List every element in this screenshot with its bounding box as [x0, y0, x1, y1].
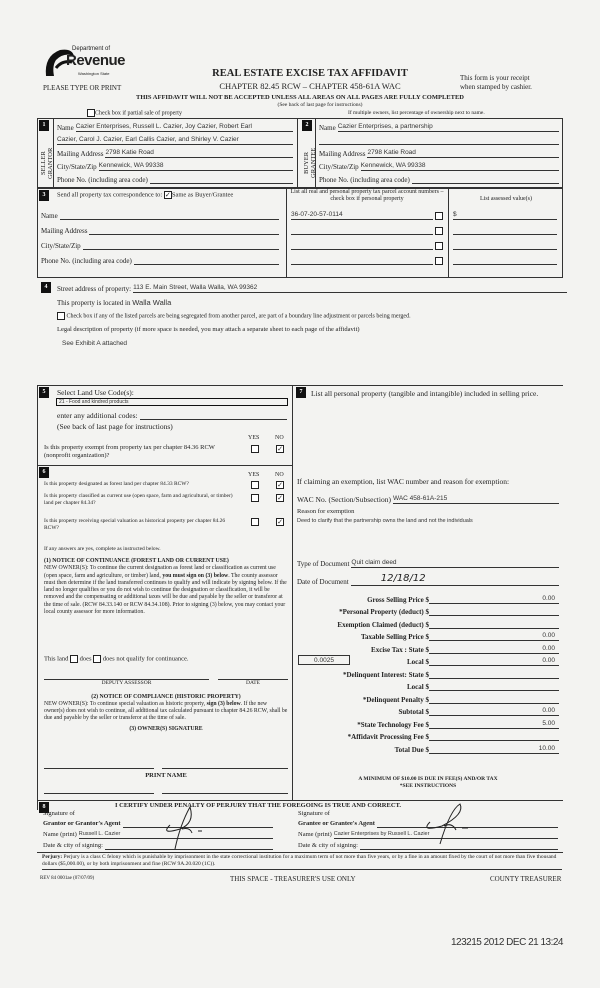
form-warning: THIS AFFIDAVIT WILL NOT BE ACCEPTED UNLESS ALL AREAS ON ALL PAGES ARE FULLY COMPLETED	[136, 94, 464, 101]
amount-label: *Delinquent Interest: State $	[342, 670, 429, 679]
amount-value-field[interactable]: 0.00	[429, 656, 559, 666]
corr-city-field[interactable]	[83, 240, 279, 250]
same-as-buyer-checkbox[interactable]: ✓	[164, 191, 171, 199]
grantee-name-field[interactable]: Cazier Enterprises by Russell L. Cazier	[334, 829, 558, 839]
amount-label: Subtotal $	[398, 708, 429, 716]
owner-signature-line-2[interactable]	[162, 768, 288, 769]
exemption-reason-field[interactable]: Deed to clarify that the partnership owns the land and not the individuals	[297, 518, 473, 524]
see-back-note: (See back of last page for instructions)	[277, 102, 363, 108]
assessed-value-field[interactable]: $	[453, 210, 557, 220]
local-rate-field[interactable]: 0.0025	[298, 655, 350, 665]
dor-logo: Department of Revenue Washington State	[42, 44, 112, 81]
amount-label: *Delinquent Penalty $	[362, 695, 429, 704]
amount-row	[297, 679, 559, 692]
section-3-badge: 3	[39, 190, 49, 201]
print-name-line[interactable]	[44, 793, 154, 794]
amount-value-field[interactable]: 5.00	[429, 719, 559, 729]
amount-row	[297, 591, 559, 604]
amount-row	[297, 741, 559, 754]
legal-description-field[interactable]: See Exhibit A attached	[62, 340, 128, 347]
amount-value-field[interactable]: 0.00	[429, 706, 559, 716]
amount-row	[297, 604, 559, 617]
land-use-select[interactable]: 21 - Food and kindred products	[56, 398, 288, 406]
form-subtitle: CHAPTER 82.45 RCW – CHAPTER 458-61A WAC	[219, 81, 401, 91]
parcel-field[interactable]	[291, 255, 433, 265]
assessed-header: List assessed value(s)	[480, 196, 532, 202]
buyer-name-field[interactable]: Cazier Enterprises, a partnership	[338, 122, 559, 132]
amount-row	[297, 654, 559, 667]
owner-signature-line[interactable]	[44, 768, 154, 769]
amount-value-field[interactable]	[429, 694, 559, 704]
section-5-badge: 5	[39, 387, 49, 398]
seller-fields: Name Cazier Enterprises, Russell L. Cazier, Joy Cazier, Robert Earl Cazier, Carol J. Cazier, Earl Callis Cazier, and Shirley V. Cazier Mailing Address 2798 Katie Road City/State/Zip Kennewick, WA 99338 Phone No. (including area code)	[57, 119, 293, 184]
form-revision: REV 84 0001ae (07/07/09)	[40, 876, 95, 881]
print-name-line-2[interactable]	[162, 793, 288, 794]
partial-sale-checkbox-row[interactable]: Check box if partial sale of property	[87, 109, 182, 117]
does-not-checkbox[interactable]	[93, 655, 101, 663]
amount-label: Total Due $	[394, 745, 429, 754]
amount-label: *State Technology Fee $	[357, 720, 429, 729]
current-use-no-checkbox[interactable]: ✓	[277, 494, 283, 502]
exempt-no-checkbox[interactable]: ✓	[277, 445, 283, 453]
notice-of-compliance: (2) NOTICE OF COMPLIANCE (HISTORIC PROPERTY) NEW OWNER(S): To continue special valuation as historic property, sign (3) below. If the new owner(s) does not wish to continue, all additional tax calculated pursuant to chapter 84.26 RCW, shall be due and payable by the seller or transferor at the time of sale. (3) OWNER(S) SIGNATURE	[44, 694, 288, 732]
amount-value-field[interactable]: 0.00	[429, 594, 559, 604]
amount-row	[297, 666, 559, 679]
buyer-name-field-2[interactable]	[319, 135, 559, 145]
grantor-name-field[interactable]: Russell L. Cazier	[79, 829, 273, 839]
amount-row	[297, 704, 559, 717]
amount-label: *Personal Property (deduct) $	[339, 608, 429, 616]
forest-yes-checkbox[interactable]	[251, 481, 259, 489]
amount-value-field[interactable]	[429, 731, 559, 741]
assessed-value-field[interactable]	[453, 225, 557, 235]
assessed-list	[453, 205, 557, 265]
section-2-badge: 2	[302, 120, 312, 131]
amount-value-field[interactable]	[429, 619, 559, 629]
seller-mailing-field[interactable]: 2798 Katie Road	[105, 148, 293, 158]
forest-no-checkbox[interactable]: ✓	[277, 481, 283, 489]
current-use-yes-checkbox[interactable]	[251, 494, 259, 502]
county-treasurer-label: COUNTY TREASURER	[490, 875, 562, 883]
seller-name-field-2[interactable]: Cazier, Carol J. Cazier, Earl Callis Cazier, and Shirley V. Cazier	[57, 135, 293, 145]
seller-phone-field[interactable]	[150, 174, 293, 184]
deputy-assessor-line[interactable]: DEPUTY ASSESSOR	[44, 679, 209, 686]
historic-yes-checkbox[interactable]	[251, 518, 259, 526]
parcel-header: List all real and personal property tax parcel account numbers – check box if personal property	[290, 189, 444, 202]
additional-codes-field[interactable]	[140, 410, 287, 420]
correspondence-fields: Name Mailing Address City/State/Zip Phone No. (including area code)	[41, 205, 279, 265]
parcel-list	[291, 205, 443, 265]
located-in-field[interactable]: Walla Walla	[132, 298, 172, 307]
parcel-field[interactable]	[291, 225, 433, 235]
amount-label: Local $	[407, 683, 429, 691]
amount-value-field[interactable]: 0.00	[429, 631, 559, 641]
corr-name-field[interactable]	[60, 210, 279, 220]
amount-label: Taxable Selling Price $	[361, 633, 429, 641]
buyer-side-label: BUYER GRANTEE	[303, 147, 317, 179]
seller-city-field[interactable]: Kennewick, WA 99338	[99, 161, 293, 171]
amount-row	[297, 616, 559, 629]
section-6-badge: 6	[39, 467, 49, 478]
personal-property-checkbox[interactable]	[435, 212, 443, 220]
amount-value-field[interactable]: 10.00	[429, 744, 559, 754]
legal-description-label: Legal description of property (if more space is needed, you may attach a separate sheet to each page of the affidavit)	[57, 326, 360, 333]
receipt-note: This form is your receipt when stamped by cashier.	[460, 74, 532, 91]
exempt-yes-checkbox[interactable]	[251, 445, 259, 453]
buyer-city-field[interactable]: Kennewick, WA 99338	[361, 161, 559, 171]
amounts-list	[297, 591, 559, 754]
amount-label: Exemption Claimed (deduct) $	[337, 620, 429, 629]
grantor-signature-icon	[150, 805, 220, 850]
buyer-mailing-field[interactable]: 2798 Katie Road	[367, 148, 559, 158]
amount-row	[297, 691, 559, 704]
amount-row	[297, 716, 559, 729]
buyer-fields: Name Cazier Enterprises, a partnership Mailing Address 2798 Katie Road City/State/Zip Kennewick, WA 99338 Phone No. (including area code)	[319, 119, 559, 184]
grantee-signature-icon	[410, 800, 490, 845]
section-4-badge: 4	[41, 282, 51, 293]
amount-value-field[interactable]	[429, 669, 559, 679]
personal-property-checkbox[interactable]	[435, 242, 443, 250]
amount-value-field[interactable]	[429, 681, 559, 691]
does-checkbox[interactable]	[70, 655, 78, 663]
amount-row	[297, 629, 559, 642]
amount-row	[297, 729, 559, 742]
corr-mailing-field[interactable]	[89, 225, 279, 235]
assessed-value-field[interactable]	[453, 240, 557, 250]
historic-no-checkbox[interactable]: ✓	[277, 518, 283, 526]
amount-label: Excise Tax : State $	[371, 645, 429, 654]
section-8-badge: 8	[39, 802, 49, 813]
certify-statement: I CERTIFY UNDER PENALTY OF PERJURY THAT THE FOREGOING IS TRUE AND CORRECT.	[115, 802, 402, 809]
assessor-date-line[interactable]: DATE	[218, 679, 288, 686]
amount-label: Gross Selling Price $	[367, 595, 429, 604]
buyer-phone-field[interactable]	[412, 174, 559, 184]
treasurer-use-label: THIS SPACE - TREASURER'S USE ONLY	[230, 875, 356, 883]
cashier-stamp: 123215 2012 DEC 21 13:24	[451, 937, 563, 948]
section-1-badge: 1	[39, 120, 49, 131]
document-date-field[interactable]: 12/18/12	[351, 573, 559, 586]
amount-label: Local $	[407, 658, 429, 666]
notice-of-continuance: (1) NOTICE OF CONTINUANCE (FOREST LAND OR CURRENT USE) NEW OWNER(S): To continue the current designation as forest land or classification as current use (open space, farm and agriculture, or timber) land, you must sign on (3) below. The county assessor must then determine if the land transferred continues to qualify and will indicate by signing below. If the land no longer qualifies or you do not wish to continue the designation or classification, it will be removed and the compensating or additional taxes will be due and payable by the seller or transferor at the time of sale. (RCW 84.33.140 or RCW 84.34.108). Prior to signing (3) below, you may contact your local county assessor for more information.	[44, 558, 287, 616]
parcel-field[interactable]: 36-07-20-57-0114	[291, 210, 433, 220]
amount-value-field[interactable]: 0.00	[429, 644, 559, 654]
section-7-badge: 7	[296, 387, 306, 398]
document-type-field[interactable]: Quit claim deed	[351, 558, 559, 568]
perjury-notice: Perjury: Perjury is a class C felony which is punishable by imprisonment in the state correctional institution for a maximum term of not more than five years, or by a fine in an amount fixed by the court of not more than five thousand dollars ($5,000.00), or by both imprisonment and fine (RCW 9A.20.020 (1C)).	[42, 854, 562, 870]
wac-number-field[interactable]: WAC 458-61A-215	[393, 494, 559, 504]
assessed-value-field[interactable]	[453, 255, 557, 265]
corr-phone-field[interactable]	[134, 255, 279, 265]
street-address-field[interactable]: 113 E. Main Street, Walla Walla, WA 99362	[133, 283, 567, 293]
amount-label: *Affidavit Processing Fee $	[347, 733, 429, 741]
seller-side-label: SELLER GRANTOR	[40, 147, 54, 179]
personal-property-checkbox[interactable]	[435, 257, 443, 265]
form-title: REAL ESTATE EXCISE TAX AFFIDAVIT	[212, 68, 408, 79]
parcel-field[interactable]	[291, 240, 433, 250]
seller-name-field[interactable]: Cazier Enterprises, Russell L. Cazier, Joy Cazier, Robert Earl	[76, 122, 293, 132]
type-or-print: PLEASE TYPE OR PRINT	[43, 84, 122, 92]
segregated-checkbox[interactable]	[57, 312, 65, 320]
partial-sale-checkbox[interactable]	[87, 109, 95, 117]
amount-value-field[interactable]	[429, 606, 559, 616]
multiple-owners-note: If multiple owners, list percentage of ownership next to name.	[348, 110, 485, 116]
personal-property-checkbox[interactable]	[435, 227, 443, 235]
amount-row	[297, 641, 559, 654]
